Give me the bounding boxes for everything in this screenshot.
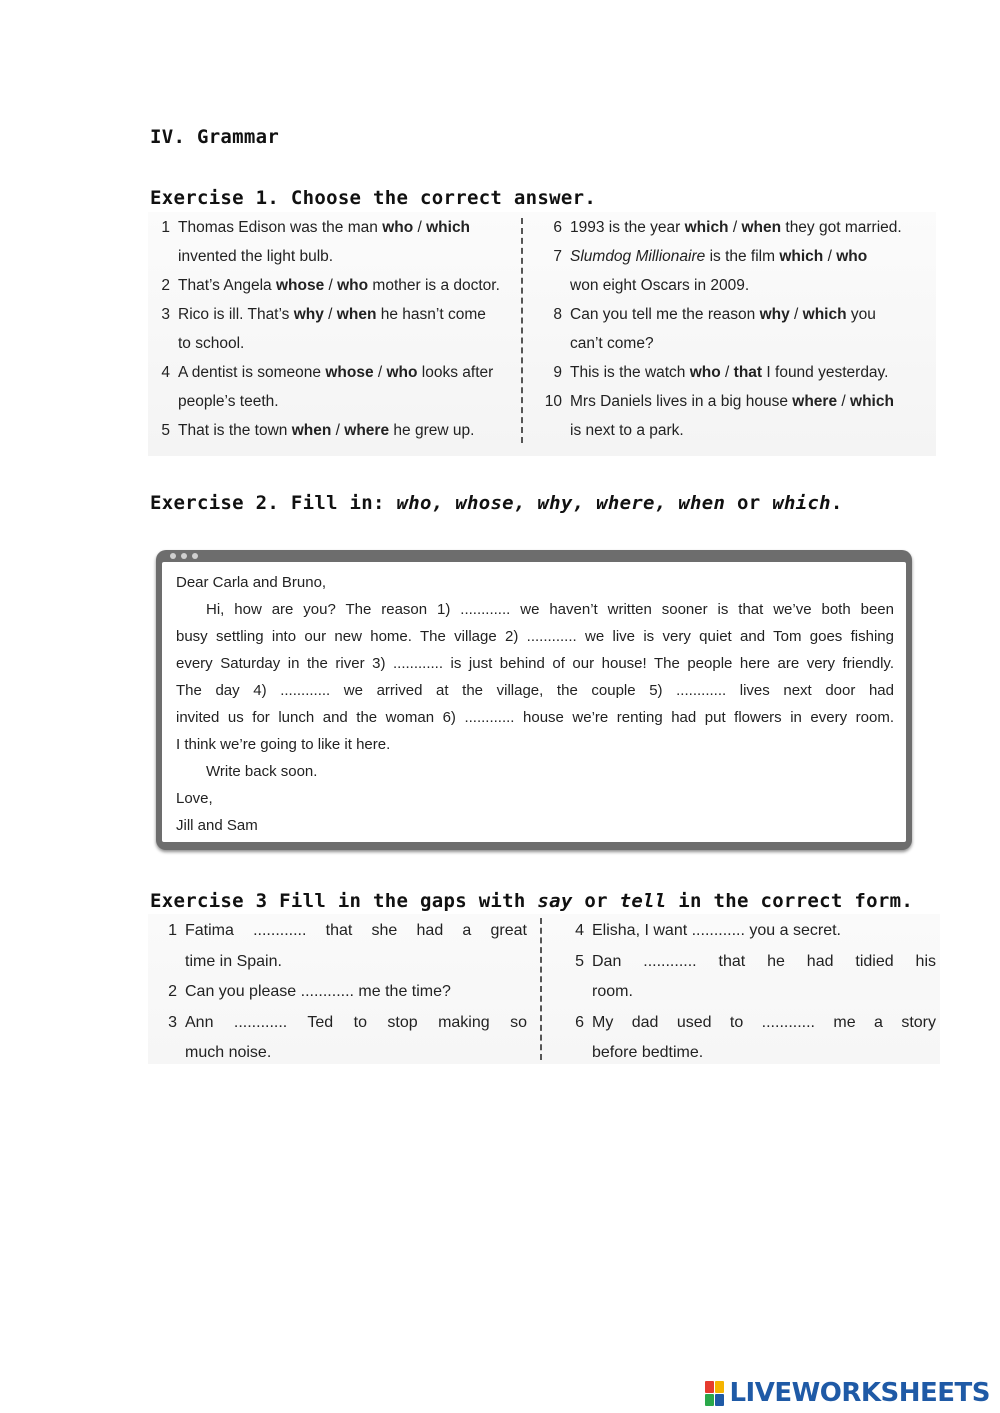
item-line — [178, 213, 508, 242]
item-text: Rico is ill. That’s — [178, 306, 294, 323]
item-number: 10 — [544, 393, 562, 410]
item-number: 2 — [161, 277, 170, 294]
exercise2-title-or: or — [725, 492, 773, 514]
item-line: before bedtime. — [592, 1044, 704, 1061]
logo-text: LIVEWORKSHEETS — [729, 1378, 990, 1408]
exercise2-title-prefix: Exercise 2. Fill in: — [150, 492, 397, 514]
item-text: A dentist is someone — [178, 364, 326, 381]
item-line — [178, 358, 508, 387]
answer-option: where — [792, 393, 838, 410]
answer-option: which — [850, 393, 894, 410]
section-title: IV. Grammar — [150, 126, 280, 148]
item-text: to school. — [178, 335, 245, 352]
item-text: / — [413, 219, 427, 236]
item-number: 2 — [168, 983, 177, 1000]
item-line — [570, 271, 902, 300]
item-line — [570, 329, 902, 358]
exercise3-title-or: or — [572, 890, 620, 912]
item-line — [570, 416, 902, 445]
exercise-item — [157, 977, 527, 1008]
exercise3-title-say: say — [537, 890, 573, 912]
letter-line: I think we’re going to like it here. — [176, 736, 391, 753]
exercise1-divider — [521, 218, 523, 443]
item-text: Thomas Edison was the man — [178, 219, 383, 236]
answer-option: which — [802, 306, 847, 323]
exercise-item — [157, 916, 527, 977]
item-line: My dad used to ............ me a story — [592, 1013, 936, 1031]
exercise-item — [150, 300, 508, 358]
exercise3-title-tell: tell — [619, 890, 667, 912]
exercise-item — [150, 213, 508, 271]
item-text: 1993 is the year — [570, 219, 685, 236]
title-italic: Slumdog Millionaire — [570, 248, 706, 265]
item-text: mother is a doctor. — [368, 277, 500, 294]
exercise-item — [542, 213, 902, 242]
exercise-item — [542, 242, 902, 300]
item-text: won eight Oscars in 2009. — [570, 277, 750, 294]
answer-option: which — [779, 248, 824, 265]
letter-salutation: Dear Carla and Bruno, — [176, 574, 327, 591]
exercise3-title-prefix: Exercise 3 Fill in the gaps with — [150, 890, 538, 912]
exercise3-title-suffix: in the correct form. — [666, 890, 914, 912]
item-line — [570, 358, 902, 387]
item-line: much noise. — [185, 1044, 272, 1061]
item-text: / — [789, 306, 803, 323]
item-line: Dan ............ that he had tidied his — [592, 952, 936, 970]
exercise3-divider — [540, 918, 542, 1060]
exercise-item — [150, 271, 508, 300]
item-text: / — [331, 422, 345, 439]
exercise-item — [150, 416, 508, 445]
exercise-item — [150, 358, 508, 416]
item-text: is the film — [705, 248, 780, 265]
item-number: 6 — [575, 1013, 584, 1031]
item-line: time in Spain. — [185, 952, 282, 970]
item-text: / — [324, 277, 338, 294]
item-line: Ann ............ Ted to stop making so — [185, 1013, 527, 1031]
item-line: Elisha, I want ............ you a secret. — [592, 922, 841, 939]
item-text: he hasn’t come — [376, 306, 486, 323]
letter-signature: Jill and Sam — [176, 817, 258, 834]
exercise1-title: Exercise 1. Choose the correct answer. — [150, 187, 597, 209]
item-number: 6 — [553, 219, 562, 236]
item-number: 4 — [575, 922, 584, 939]
answer-option: when — [741, 219, 782, 236]
answer-option: who — [386, 364, 418, 381]
window-dot-icon — [181, 553, 187, 559]
answer-option: that — [733, 364, 763, 381]
item-line — [178, 300, 508, 329]
item-number: 9 — [553, 364, 562, 381]
exercise2-title-words: who, whose, why, where, when — [396, 492, 726, 514]
item-number: 8 — [553, 306, 562, 323]
liveworksheets-logo-icon — [705, 1381, 724, 1406]
letter-line: Hi, how are you? The reason 1) ............ we haven’t written sooner is that we’ve both been — [206, 601, 894, 618]
answer-option: which — [684, 219, 729, 236]
item-line: Can you please ............ me the time? — [185, 983, 451, 1000]
liveworksheets-logo — [705, 1378, 990, 1408]
exercise2-title — [150, 492, 843, 514]
item-text: he grew up. — [389, 422, 475, 439]
answer-option: who — [337, 277, 369, 294]
item-text: you — [846, 306, 876, 323]
item-number: 4 — [161, 364, 170, 381]
answer-option: where — [344, 422, 390, 439]
letter-line: invited us for lunch and the woman 6) ............ house we’re renting had put flowers in every room. — [176, 709, 894, 726]
item-text: Can you tell me the reason — [570, 306, 760, 323]
item-text: is next to a park. — [570, 422, 684, 439]
item-number: 3 — [168, 1013, 177, 1031]
item-line — [178, 329, 508, 358]
exercise-item — [542, 358, 902, 387]
exercise2-title-last: which — [772, 492, 831, 514]
exercise-item — [542, 300, 902, 358]
exercise-item — [564, 1008, 936, 1069]
exercise-item — [157, 1008, 527, 1069]
item-text: invented the light bulb. — [178, 248, 334, 265]
exercise-item — [564, 947, 936, 1008]
exercise3-left-column — [157, 916, 527, 1069]
item-line — [178, 242, 508, 271]
answer-option: who — [836, 248, 868, 265]
item-text: they got married. — [781, 219, 902, 236]
letter-body — [162, 562, 906, 842]
exercise3-right-column — [564, 916, 936, 1069]
item-text: / — [728, 219, 742, 236]
item-text: / — [373, 364, 387, 381]
item-text: That is the town — [178, 422, 292, 439]
item-text: Mrs Daniels lives in a big house — [570, 393, 793, 410]
item-text: This is the watch — [570, 364, 690, 381]
item-text: can’t come? — [570, 335, 654, 352]
window-dot-icon — [192, 553, 198, 559]
letter-write-back: Write back soon. — [206, 763, 318, 780]
letter-closing: Love, — [176, 790, 213, 807]
item-line: room. — [592, 983, 633, 1000]
letter-line: busy settling into our new home. The village 2) ............ we live is very quiet and Tom goes fishing — [176, 628, 894, 645]
item-text: I found yesterday. — [762, 364, 889, 381]
item-text: That’s Angela — [178, 277, 276, 294]
item-number: 7 — [553, 248, 562, 265]
item-number: 1 — [161, 219, 170, 236]
answer-option: why — [293, 306, 324, 323]
item-line — [570, 242, 902, 271]
exercise-item — [564, 916, 936, 947]
item-line — [570, 213, 902, 242]
exercise2-title-end: . — [830, 492, 843, 514]
item-text: / — [323, 306, 337, 323]
answer-option: when — [336, 306, 377, 323]
exercise1-left-column — [150, 213, 508, 445]
answer-option: who — [689, 364, 721, 381]
answer-option: why — [759, 306, 790, 323]
exercise-item — [542, 387, 902, 445]
item-number: 5 — [575, 952, 584, 970]
item-number: 1 — [168, 922, 177, 939]
answer-option: which — [426, 219, 471, 236]
item-line — [178, 387, 508, 416]
letter-line: every Saturday in the river 3) ............ is just behind of our house! The people here are very friendly. — [176, 655, 894, 672]
answer-option: whose — [275, 277, 325, 294]
item-line — [178, 416, 508, 445]
item-number: 5 — [161, 422, 170, 439]
item-number: 3 — [161, 306, 170, 323]
answer-option: whose — [325, 364, 374, 381]
item-text: people’s teeth. — [178, 393, 279, 410]
answer-option: who — [382, 219, 414, 236]
item-text: / — [720, 364, 734, 381]
item-text: / — [823, 248, 837, 265]
item-line — [570, 300, 902, 329]
item-text: looks after — [417, 364, 494, 381]
exercise1-right-column — [542, 213, 902, 445]
item-line — [178, 271, 508, 300]
answer-option: when — [291, 422, 332, 439]
item-line — [570, 387, 902, 416]
letter-window — [156, 550, 912, 850]
item-line: Fatima ............ that she had a great — [185, 922, 527, 939]
letter-line: The day 4) ............ we arrived at the village, the couple 5) ............ lives next door had — [176, 682, 894, 699]
window-dot-icon — [170, 553, 176, 559]
item-text: / — [837, 393, 851, 410]
exercise3-title — [150, 890, 913, 912]
